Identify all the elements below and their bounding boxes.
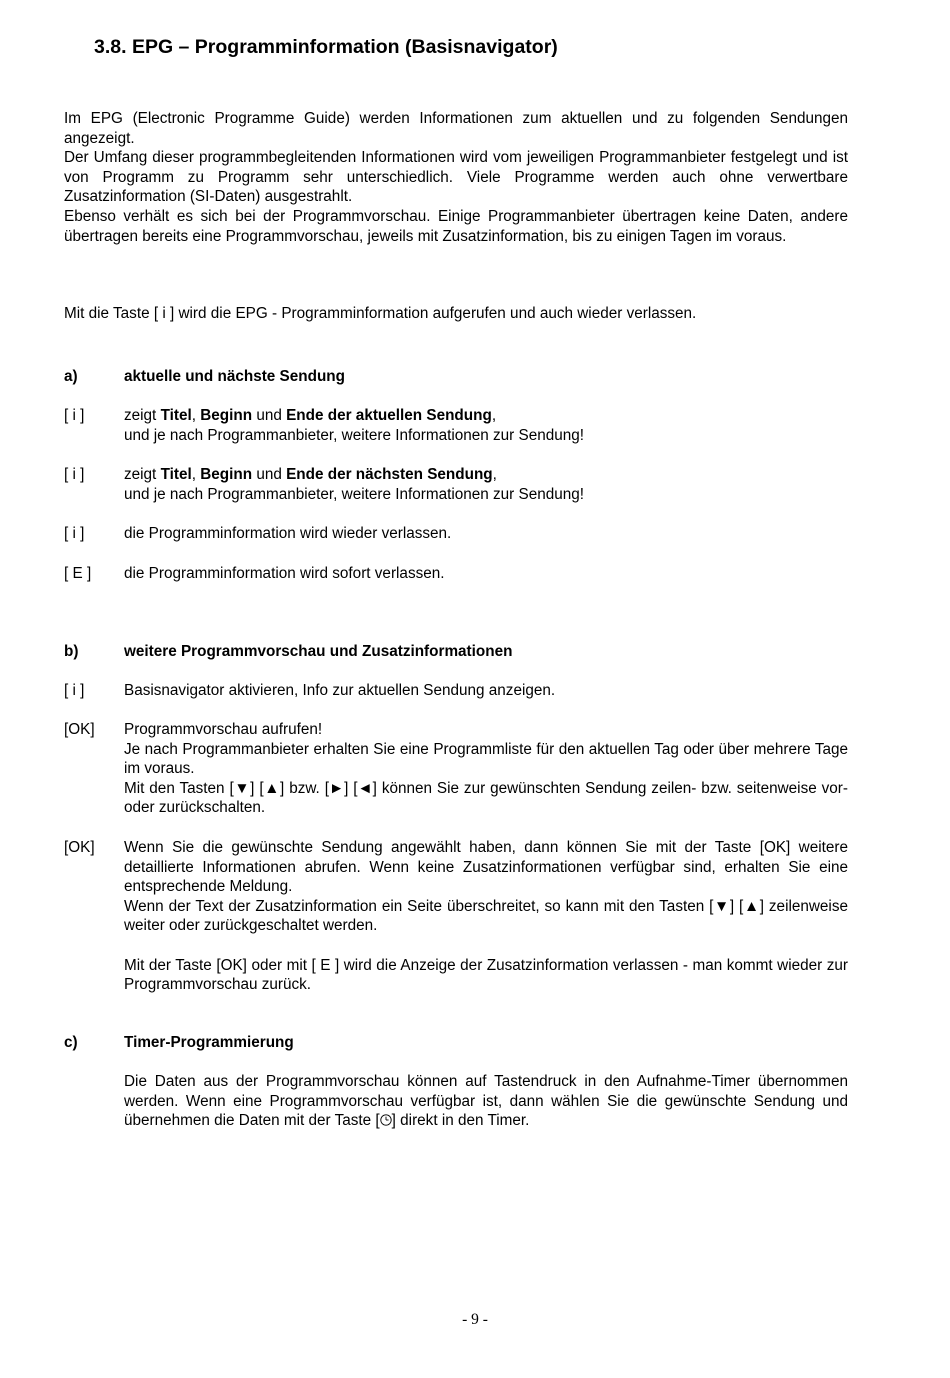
item-line: Wenn Sie die gewünschte Sendung angewählt haben, dann können Sie mit der Taste [OK] weitere detaillierte Informationen abrufen. Wenn keine Zusatzinformationen verfügbar sind, erhalten Sie eine entsprechende Meldung.	[124, 839, 848, 896]
item-text: die Programminformation wird wieder verlassen.	[124, 525, 452, 542]
section-b-letter: b)	[64, 643, 79, 660]
item-line: Je nach Programmanbieter erhalten Sie eine Programmliste für den aktuellen Tag oder über mehrere Tage im voraus.	[124, 740, 848, 778]
key-label: [ i ]	[64, 407, 85, 424]
section-c-letter: c)	[64, 1034, 78, 1051]
item-text: Basisnavigator aktivieren, Info zur aktuellen Sendung anzeigen.	[124, 682, 556, 699]
intro-paragraph-2: Der Umfang dieser programmbegleitenden Informationen wird vom jeweiligen Programmanbieter festgelegt und ist von Programm zu Programm sehr unterschiedlich. Viele Programme werden auch ohne verwertbare Zusatzinformation (SI-Daten) ausgestrahlt.	[64, 149, 848, 206]
bold-term: Ende der nächsten Sendung	[286, 466, 493, 483]
item-text-line-2: und je nach Programmanbieter, weitere Informationen zur Sendung!	[124, 426, 585, 444]
item-text: zeigt Titel, Beginn und Ende der aktuellen Sendung, und je nach Programmanbieter, weitere Informationen zur Sendung!	[124, 407, 585, 444]
section-c-title: Timer-Programmierung	[124, 1034, 294, 1051]
bold-term: Beginn	[200, 466, 253, 483]
key-label: [OK]	[64, 721, 95, 738]
key-label: [ i ]	[64, 525, 85, 542]
item-text	[124, 720, 848, 818]
item-line: Mit der Taste [OK] oder mit [ E ] wird die Anzeige der Zusatzinformation verlassen - man kommt wieder zur Programmvorschau zurück.	[124, 956, 848, 994]
bold-term: Ende der aktuellen Sendung	[286, 407, 492, 424]
item-line: Mit den Tasten [▼] [▲] bzw. [►] [◄] können Sie zur gewünschten Sendung zeilen- bzw. seitenweise vor- oder zurückschalten.	[124, 779, 848, 817]
clock-icon	[380, 1114, 392, 1126]
bold-term: Titel	[160, 466, 192, 483]
item-line: Wenn der Text der Zusatzinformation ein Seite überschreitet, so kann mit den Tasten [▼] [▲] zeilenweise weiter oder zurückgeschaltet werden.	[124, 897, 848, 935]
intro-paragraph-4: Mit die Taste [ i ] wird die EPG - Programminformation aufgerufen und auch wieder verlassen.	[64, 305, 697, 322]
intro-paragraph-3: Ebenso verhält es sich bei der Programmvorschau. Einige Programmanbieter übertragen keine Daten, andere übertragen bereits eine Programmvorschau, jeweils mit Zusatzinformation, bis zu einigen Tagen im voraus.	[64, 208, 848, 245]
bold-term: Beginn	[200, 407, 253, 424]
key-label: [ i ]	[64, 682, 85, 699]
section-a-letter: a)	[64, 368, 78, 385]
item-text: Die Daten aus der Programmvorschau können auf Tastendruck in den Aufnahme-Timer übernommen werden. Wenn eine Programmvorschau verfügbar ist, dann wählen Sie die gewünschte Sendung und übernehmen die Daten mit der Taste [ ] direkt in den Timer.	[124, 1073, 848, 1130]
page-number: - 9 -	[462, 1311, 488, 1328]
intro-paragraph-1: Im EPG (Electronic Programme Guide) werden Informationen zum aktuellen und zu folgenden Sendungen angezeigt.	[64, 110, 848, 147]
key-label: [OK]	[64, 839, 95, 856]
section-heading: 3.8. EPG – Programminformation (Basisnavigator)	[94, 36, 558, 58]
item-text: die Programminformation wird sofort verlassen.	[124, 565, 445, 582]
item-text: zeigt Titel, Beginn und Ende der nächsten Sendung, und je nach Programmanbieter, weitere Informationen zur Sendung!	[124, 466, 585, 503]
item-text-line-2: und je nach Programmanbieter, weitere Informationen zur Sendung!	[124, 485, 585, 503]
bold-term: Titel	[160, 407, 192, 424]
key-label: [ i ]	[64, 466, 85, 483]
section-a-title: aktuelle und nächste Sendung	[124, 368, 345, 385]
key-label: [ E ]	[64, 565, 92, 582]
section-b-title: weitere Programmvorschau und Zusatzinformationen	[124, 643, 513, 660]
item-line: Programmvorschau aufrufen!	[124, 721, 323, 738]
item-text	[124, 838, 848, 995]
